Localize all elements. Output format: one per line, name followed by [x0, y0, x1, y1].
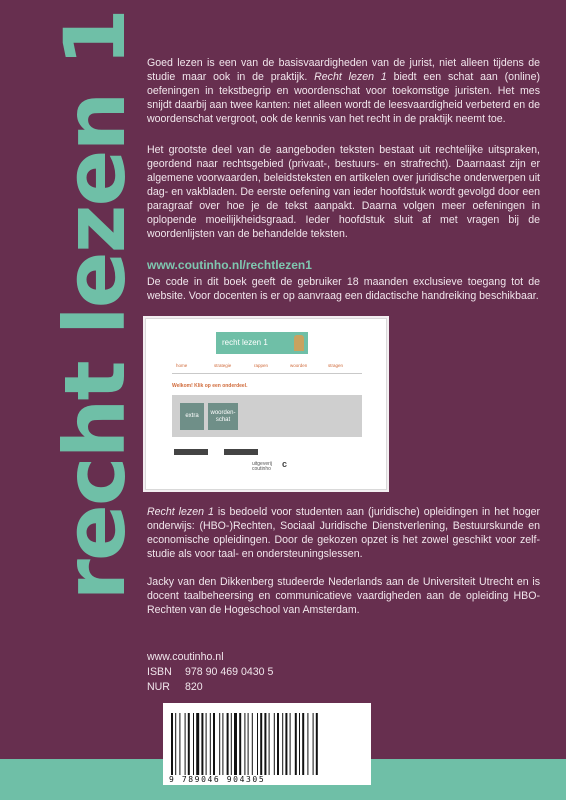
publisher-site: www.coutinho.nl [147, 651, 224, 663]
isbn-barcode [163, 703, 371, 785]
justice-figure-icon [294, 335, 304, 351]
website-screenshot [145, 318, 387, 490]
barcode-bar [307, 713, 308, 775]
barcode-bar [269, 713, 270, 775]
barcode-bar [252, 713, 253, 775]
barcode-bar [213, 713, 215, 775]
intro-paragraph: Goed lezen is een van de basisvaardigheden van de jurist, niet alleen tijdens de studie maar ook in de praktijk. Recht lezen 1 biedt een schat aan (online) oefeningen in tekstbegrip en woordenschat voor toekomstige juristen. Het mes snijdt daarbij aan twee kanten: niet alleen wordt de leesvaardigheid verbeterd en de woordenschat vergroot, ook de kennis van het recht in de praktijk neemt toe. [147, 57, 540, 125]
mockup-nav-item: home [176, 363, 188, 368]
barcode-bar [185, 713, 186, 775]
mockup-tile-extra: extra [180, 403, 204, 430]
mockup-nav-item: rappen [254, 363, 269, 368]
barcode-bar [244, 713, 245, 775]
mockup-nav [172, 363, 362, 374]
barcode-bar [239, 713, 241, 775]
barcode-bar [219, 713, 220, 775]
barcode-bar [274, 713, 275, 775]
barcode-bar [222, 713, 223, 775]
mockup-panel [172, 395, 362, 437]
mockup-nav-item: woorden [290, 363, 308, 368]
barcode-bar [206, 713, 207, 775]
barcode-bar [316, 713, 318, 775]
barcode-bar [285, 713, 287, 775]
barcode-bar [302, 713, 304, 775]
website-link[interactable]: www.coutinho.nl/rechtlezen1 [147, 258, 312, 272]
barcode-bar [277, 713, 279, 775]
access-paragraph: De code in dit boek geeft de gebruiker 18 maanden exclusieve toegang tot de website. Voor docenten is er op aanvraag een didactische handreiking beschikbaar. [147, 276, 540, 302]
barcode-bar [257, 713, 258, 775]
barcode-bar [227, 713, 229, 775]
barcode-bar [201, 713, 203, 775]
barcode-bars [171, 713, 363, 775]
barcode-bar [234, 713, 237, 775]
spine-title: recht lezen 1 [46, 10, 144, 601]
publication-info [147, 650, 273, 695]
mockup-welcome: Welkom! Klik op een onderdeel. [172, 383, 248, 389]
barcode-bar [231, 713, 232, 775]
barcode-bar [313, 713, 314, 775]
barcode-bar [188, 713, 190, 775]
barcode-bar [290, 713, 291, 775]
nur-row: NUR 820 [147, 681, 203, 693]
isbn-row: ISBN 978 90 469 0430 5 [147, 666, 274, 678]
barcode-bar [295, 713, 297, 775]
content-paragraph: Het grootste deel van de aangeboden teksten bestaat uit rechtelijke uitspraken, geordend naar rechtsgebied (privaat-, bestuurs- en strafrecht). Daarnaast zijn er algemene voorwaarden, beleidsteksten en artikelen over juridische onderwerpen uit dag- en vakbladen. De eerste oefening van ieder hoofdstuk wordt gevolgd door een paragraaf over hoe je de tekst aanpakt. Daarna volgen meer oefeningen in oplopende moeilijkheidsgraad. Ieder hoofdstuk sluit af met vragen bij de woordenlijsten van de behandelde teksten. [147, 144, 540, 240]
barcode-bar [260, 713, 262, 775]
barcode-bar [248, 713, 249, 775]
barcode-digits: 9 789046 904305 [169, 775, 266, 784]
barcode-bar [171, 713, 173, 775]
mockup-button [174, 449, 208, 455]
mockup-button [224, 449, 258, 455]
barcode-bar [210, 713, 211, 775]
mockup-tile-woordenschat: woorden- schat [208, 403, 238, 430]
barcode-bar [175, 713, 176, 775]
mockup-publisher-logo: uitgeverij coutinho c [252, 459, 288, 472]
audience-paragraph: Recht lezen 1 is bedoeld voor studenten aan (juridische) opleidingen in het hoger onderwijs: (HBO-)Rechten, Sociaal Juridische Dienstverlening, Bestuurskunde en economische opleidingen. Door de gekozen opzet is het zowel geschikt voor zelf-studie als voor taal- en ondersteuningslessen. [147, 506, 541, 560]
barcode-bar [264, 713, 266, 775]
mockup-header: recht lezen 1 [216, 332, 308, 354]
barcode-bar [282, 713, 283, 775]
barcode-bar [299, 713, 300, 775]
barcode-bar [196, 713, 199, 775]
mockup-nav-item: strategie [214, 363, 232, 368]
mockup-nav-item: stragen [328, 363, 344, 368]
barcode-bar [179, 713, 180, 775]
author-paragraph: Jacky van den Dikkenberg studeerde Nederlands aan de Universiteit Utrecht en is docent taalbeheersing en communicatieve vaardigheden aan de opleiding HBO-Rechten van de Hogeschool van Amsterdam. [147, 576, 540, 616]
barcode-bar [193, 713, 194, 775]
